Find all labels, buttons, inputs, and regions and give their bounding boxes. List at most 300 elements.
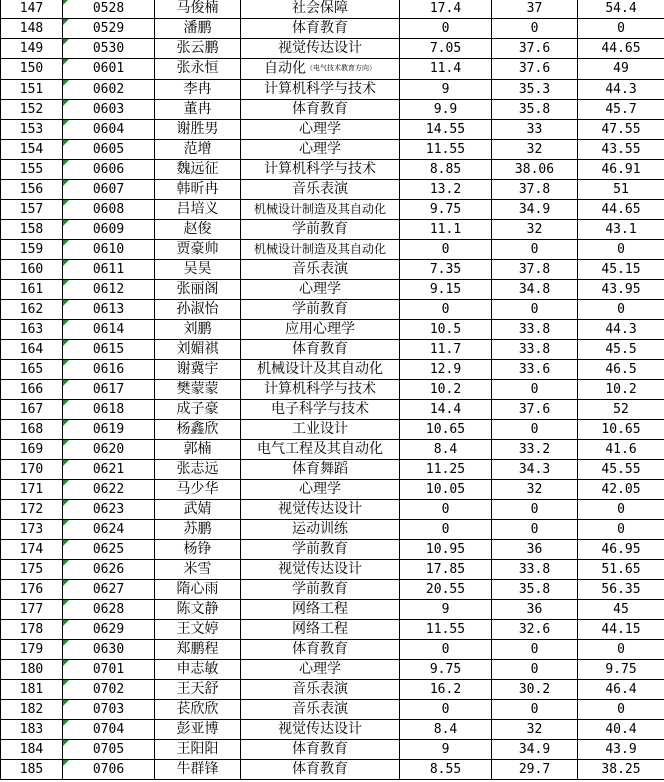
seq-cell[interactable]: 179 bbox=[1, 639, 63, 659]
seq-cell[interactable]: 181 bbox=[1, 679, 63, 699]
table-row bbox=[1, 319, 664, 339]
score-1-cell[interactable]: 7.05 bbox=[400, 39, 492, 59]
table-row bbox=[1, 499, 664, 519]
major-cell[interactable]: 体育教育 bbox=[241, 99, 400, 119]
seq-cell[interactable]: 164 bbox=[1, 339, 63, 359]
score-1-cell[interactable]: 10.5 bbox=[400, 319, 492, 339]
score-1-cell[interactable]: 0 bbox=[400, 299, 492, 319]
table-row bbox=[1, 599, 664, 619]
exam-number-cell[interactable]: 0613 bbox=[63, 299, 155, 319]
major-cell[interactable]: 心理学 bbox=[241, 279, 400, 299]
total-score-cell[interactable]: 43.95 bbox=[578, 279, 664, 299]
exam-number-cell[interactable]: 0622 bbox=[63, 479, 155, 499]
seq-cell[interactable]: 161 bbox=[1, 279, 63, 299]
seq-cell[interactable]: 153 bbox=[1, 119, 63, 139]
major-cell[interactable]: 应用心理学 bbox=[241, 319, 400, 339]
seq-cell[interactable]: 154 bbox=[1, 139, 63, 159]
total-score-cell[interactable]: 42.05 bbox=[578, 479, 664, 499]
total-score-cell[interactable]: 47.55 bbox=[578, 119, 664, 139]
exam-number-cell[interactable]: 0701 bbox=[63, 659, 155, 679]
student-name-cell[interactable]: 赵俊 bbox=[155, 219, 241, 239]
score-1-cell[interactable]: 12.9 bbox=[400, 359, 492, 379]
score-1-cell[interactable]: 9.15 bbox=[400, 279, 492, 299]
total-score-cell[interactable]: 9.75 bbox=[578, 659, 664, 679]
total-score-cell[interactable]: 0 bbox=[578, 519, 664, 539]
student-name-cell[interactable]: 张志远 bbox=[155, 459, 241, 479]
table-row bbox=[1, 659, 664, 679]
seq-cell[interactable]: 177 bbox=[1, 599, 63, 619]
score-2-cell[interactable]: 32 bbox=[492, 479, 578, 499]
seq-cell[interactable]: 150 bbox=[1, 59, 63, 80]
student-name-cell[interactable]: 刘媚祺 bbox=[155, 339, 241, 359]
score-1-cell[interactable]: 9 bbox=[400, 739, 492, 759]
table-row bbox=[1, 259, 664, 279]
major-cell[interactable]: 音乐表演 bbox=[241, 699, 400, 719]
table-row bbox=[1, 739, 664, 759]
exam-number-cell[interactable]: 0620 bbox=[63, 439, 155, 459]
major-cell[interactable]: 学前教育 bbox=[241, 539, 400, 559]
score-1-cell[interactable]: 0 bbox=[400, 239, 492, 259]
exam-number-cell[interactable]: 0623 bbox=[63, 499, 155, 519]
score-1-cell[interactable]: 0 bbox=[400, 519, 492, 539]
exam-number-cell[interactable]: 0528 bbox=[63, 0, 155, 19]
seq-cell[interactable]: 174 bbox=[1, 539, 63, 559]
total-score-cell[interactable]: 41.6 bbox=[578, 439, 664, 459]
seq-cell[interactable]: 155 bbox=[1, 159, 63, 179]
total-score-cell[interactable]: 54.4 bbox=[578, 0, 664, 19]
major-cell[interactable]: 自动化（电气技术教育方向） bbox=[241, 59, 400, 80]
exam-number-cell[interactable]: 0702 bbox=[63, 679, 155, 699]
score-1-cell[interactable]: 9.9 bbox=[400, 99, 492, 119]
total-score-cell[interactable]: 10.65 bbox=[578, 419, 664, 439]
student-name-cell[interactable]: 孙淑怡 bbox=[155, 299, 241, 319]
seq-cell[interactable]: 170 bbox=[1, 459, 63, 479]
student-name-cell[interactable]: 彭亚博 bbox=[155, 719, 241, 739]
score-2-cell[interactable]: 0 bbox=[492, 19, 578, 39]
total-score-cell[interactable]: 43.1 bbox=[578, 219, 664, 239]
major-cell[interactable]: 网络工程 bbox=[241, 599, 400, 619]
student-name-cell[interactable]: 王文婷 bbox=[155, 619, 241, 639]
score-2-cell[interactable]: 36 bbox=[492, 539, 578, 559]
student-name-cell[interactable]: 谢胜男 bbox=[155, 119, 241, 139]
score-2-cell[interactable]: 0 bbox=[492, 639, 578, 659]
total-score-cell[interactable]: 56.35 bbox=[578, 579, 664, 599]
total-score-cell[interactable]: 52 bbox=[578, 399, 664, 419]
student-name-cell[interactable]: 谢冀宇 bbox=[155, 359, 241, 379]
exam-number-cell[interactable]: 0618 bbox=[63, 399, 155, 419]
student-name-cell[interactable]: 郑鹏程 bbox=[155, 639, 241, 659]
exam-number-cell[interactable]: 0603 bbox=[63, 99, 155, 119]
student-name-cell[interactable]: 刘鹏 bbox=[155, 319, 241, 339]
score-2-cell[interactable]: 34.3 bbox=[492, 459, 578, 479]
score-2-cell[interactable]: 37 bbox=[492, 0, 578, 19]
student-name-cell[interactable]: 张云鹏 bbox=[155, 39, 241, 59]
exam-number-cell[interactable]: 0615 bbox=[63, 339, 155, 359]
table-row bbox=[1, 699, 664, 719]
student-name-cell[interactable]: 陈文静 bbox=[155, 599, 241, 619]
score-2-cell[interactable]: 32.6 bbox=[492, 619, 578, 639]
exam-number-cell[interactable]: 0705 bbox=[63, 739, 155, 759]
table-row bbox=[1, 419, 664, 439]
total-score-cell[interactable]: 44.65 bbox=[578, 39, 664, 59]
exam-number-cell[interactable]: 0630 bbox=[63, 639, 155, 659]
total-score-cell[interactable]: 46.95 bbox=[578, 539, 664, 559]
score-1-cell[interactable]: 0 bbox=[400, 639, 492, 659]
exam-number-cell[interactable]: 0704 bbox=[63, 719, 155, 739]
score-2-cell[interactable]: 35.3 bbox=[492, 79, 578, 99]
score-1-cell[interactable]: 11.4 bbox=[400, 59, 492, 80]
total-score-cell[interactable]: 0 bbox=[578, 239, 664, 259]
seq-cell[interactable]: 147 bbox=[1, 0, 63, 19]
score-2-cell[interactable]: 32 bbox=[492, 139, 578, 159]
score-1-cell[interactable]: 8.4 bbox=[400, 439, 492, 459]
score-1-cell[interactable]: 9.75 bbox=[400, 199, 492, 219]
table-row bbox=[1, 299, 664, 319]
seq-cell[interactable]: 162 bbox=[1, 299, 63, 319]
score-1-cell[interactable]: 20.55 bbox=[400, 579, 492, 599]
major-cell[interactable]: 计算机科学与技术 bbox=[241, 79, 400, 99]
score-2-cell[interactable]: 0 bbox=[492, 419, 578, 439]
exam-number-cell[interactable]: 0605 bbox=[63, 139, 155, 159]
score-2-cell[interactable]: 0 bbox=[492, 699, 578, 719]
seq-cell[interactable]: 148 bbox=[1, 19, 63, 39]
exam-number-cell[interactable]: 0621 bbox=[63, 459, 155, 479]
table-row bbox=[1, 219, 664, 239]
score-1-cell[interactable]: 0 bbox=[400, 499, 492, 519]
score-2-cell[interactable]: 0 bbox=[492, 499, 578, 519]
total-score-cell[interactable]: 0 bbox=[578, 699, 664, 719]
student-name-cell[interactable]: 成子豪 bbox=[155, 399, 241, 419]
exam-number-cell[interactable]: 0614 bbox=[63, 319, 155, 339]
exam-number-cell[interactable]: 0602 bbox=[63, 79, 155, 99]
major-cell[interactable]: 电子科学与技术 bbox=[241, 399, 400, 419]
student-name-cell[interactable]: 郭楠 bbox=[155, 439, 241, 459]
score-2-cell[interactable]: 37.6 bbox=[492, 59, 578, 80]
score-1-cell[interactable]: 11.1 bbox=[400, 219, 492, 239]
total-score-cell[interactable]: 0 bbox=[578, 639, 664, 659]
student-name-cell[interactable]: 樊蒙蒙 bbox=[155, 379, 241, 399]
student-name-cell[interactable]: 杨铮 bbox=[155, 539, 241, 559]
seq-cell[interactable]: 163 bbox=[1, 319, 63, 339]
score-1-cell[interactable]: 9.75 bbox=[400, 659, 492, 679]
score-2-cell[interactable]: 36 bbox=[492, 599, 578, 619]
student-name-cell[interactable]: 吕培义 bbox=[155, 199, 241, 219]
student-name-cell[interactable]: 李冉 bbox=[155, 79, 241, 99]
major-cell[interactable]: 运动训练 bbox=[241, 519, 400, 539]
score-2-cell[interactable]: 33.8 bbox=[492, 319, 578, 339]
exam-number-cell[interactable]: 0627 bbox=[63, 579, 155, 599]
student-name-cell[interactable]: 武婧 bbox=[155, 499, 241, 519]
exam-number-cell[interactable]: 0626 bbox=[63, 559, 155, 579]
exam-number-cell[interactable]: 0612 bbox=[63, 279, 155, 299]
score-2-cell[interactable]: 32 bbox=[492, 719, 578, 739]
major-cell[interactable]: 学前教育 bbox=[241, 219, 400, 239]
student-name-cell[interactable]: 潘鹏 bbox=[155, 19, 241, 39]
student-name-cell[interactable]: 张永恒 bbox=[155, 59, 241, 80]
table-row bbox=[1, 39, 664, 59]
student-name-cell[interactable]: 董冉 bbox=[155, 99, 241, 119]
total-score-cell[interactable]: 49 bbox=[578, 59, 664, 80]
seq-cell[interactable]: 184 bbox=[1, 739, 63, 759]
seq-cell[interactable]: 175 bbox=[1, 559, 63, 579]
table-row bbox=[1, 339, 664, 359]
score-1-cell[interactable]: 11.25 bbox=[400, 459, 492, 479]
seq-cell[interactable]: 168 bbox=[1, 419, 63, 439]
score-2-cell[interactable]: 0 bbox=[492, 239, 578, 259]
exam-number-cell[interactable]: 0607 bbox=[63, 179, 155, 199]
major-cell[interactable]: 体育教育 bbox=[241, 639, 400, 659]
major-cell[interactable]: 体育舞蹈 bbox=[241, 459, 400, 479]
score-2-cell[interactable]: 34.9 bbox=[492, 739, 578, 759]
score-2-cell[interactable]: 33.6 bbox=[492, 359, 578, 379]
exam-number-cell[interactable]: 0629 bbox=[63, 619, 155, 639]
score-1-cell[interactable]: 10.65 bbox=[400, 419, 492, 439]
seq-cell[interactable]: 173 bbox=[1, 519, 63, 539]
score-2-cell[interactable]: 32 bbox=[492, 219, 578, 239]
seq-cell[interactable]: 166 bbox=[1, 379, 63, 399]
exam-number-cell[interactable]: 0530 bbox=[63, 39, 155, 59]
score-2-cell[interactable]: 35.8 bbox=[492, 99, 578, 119]
student-name-cell[interactable]: 米雪 bbox=[155, 559, 241, 579]
total-score-cell[interactable]: 0 bbox=[578, 299, 664, 319]
score-2-cell[interactable]: 0 bbox=[492, 519, 578, 539]
major-cell[interactable]: 学前教育 bbox=[241, 579, 400, 599]
score-2-cell[interactable]: 37.8 bbox=[492, 179, 578, 199]
score-1-cell[interactable]: 10.2 bbox=[400, 379, 492, 399]
table-row bbox=[1, 199, 664, 219]
exam-number-cell[interactable]: 0625 bbox=[63, 539, 155, 559]
exam-number-cell[interactable]: 0703 bbox=[63, 699, 155, 719]
exam-number-cell[interactable]: 0616 bbox=[63, 359, 155, 379]
score-1-cell[interactable]: 14.55 bbox=[400, 119, 492, 139]
score-1-cell[interactable]: 11.55 bbox=[400, 619, 492, 639]
score-2-cell[interactable]: 0 bbox=[492, 379, 578, 399]
total-score-cell[interactable]: 46.5 bbox=[578, 359, 664, 379]
major-cell[interactable]: 机械设计及其自动化 bbox=[241, 359, 400, 379]
score-1-cell[interactable]: 13.2 bbox=[400, 179, 492, 199]
seq-cell[interactable]: 178 bbox=[1, 619, 63, 639]
score-1-cell[interactable]: 11.7 bbox=[400, 339, 492, 359]
table-row bbox=[1, 759, 664, 779]
score-1-cell[interactable]: 11.55 bbox=[400, 139, 492, 159]
score-1-cell[interactable]: 0 bbox=[400, 19, 492, 39]
seq-cell[interactable]: 180 bbox=[1, 659, 63, 679]
table-row bbox=[1, 59, 664, 80]
student-name-cell[interactable]: 吴昊 bbox=[155, 259, 241, 279]
seq-cell[interactable]: 152 bbox=[1, 99, 63, 119]
student-name-cell[interactable]: 马俊楠 bbox=[155, 0, 241, 19]
student-name-cell[interactable]: 王天舒 bbox=[155, 679, 241, 699]
exam-number-cell[interactable]: 0617 bbox=[63, 379, 155, 399]
exam-number-cell[interactable]: 0611 bbox=[63, 259, 155, 279]
student-name-cell[interactable]: 贾豪帅 bbox=[155, 239, 241, 259]
score-1-cell[interactable]: 8.55 bbox=[400, 759, 492, 779]
score-2-cell[interactable]: 38.06 bbox=[492, 159, 578, 179]
table-row bbox=[1, 119, 664, 139]
major-cell[interactable]: 工业设计 bbox=[241, 419, 400, 439]
major-cell[interactable]: 学前教育 bbox=[241, 299, 400, 319]
score-1-cell[interactable]: 9 bbox=[400, 599, 492, 619]
major-cell[interactable]: 体育教育 bbox=[241, 739, 400, 759]
major-cell[interactable]: 网络工程 bbox=[241, 619, 400, 639]
total-score-cell[interactable]: 44.3 bbox=[578, 319, 664, 339]
seq-cell[interactable]: 176 bbox=[1, 579, 63, 599]
score-1-cell[interactable]: 10.95 bbox=[400, 539, 492, 559]
total-score-cell[interactable]: 43.9 bbox=[578, 739, 664, 759]
major-cell[interactable]: 社会保障 bbox=[241, 0, 400, 19]
score-2-cell[interactable]: 33 bbox=[492, 119, 578, 139]
total-score-cell[interactable]: 38.25 bbox=[578, 759, 664, 779]
score-2-cell[interactable]: 33.8 bbox=[492, 559, 578, 579]
score-1-cell[interactable]: 7.35 bbox=[400, 259, 492, 279]
table-row bbox=[1, 19, 664, 39]
major-cell[interactable]: 机械设计制造及其自动化 bbox=[241, 199, 400, 219]
exam-number-cell[interactable]: 0608 bbox=[63, 199, 155, 219]
score-2-cell[interactable]: 34.9 bbox=[492, 199, 578, 219]
total-score-cell[interactable]: 45.15 bbox=[578, 259, 664, 279]
score-1-cell[interactable]: 8.85 bbox=[400, 159, 492, 179]
student-name-cell[interactable]: 牛群锋 bbox=[155, 759, 241, 779]
student-name-cell[interactable]: 范增 bbox=[155, 139, 241, 159]
exam-number-cell[interactable]: 0624 bbox=[63, 519, 155, 539]
major-cell[interactable]: 心理学 bbox=[241, 659, 400, 679]
score-1-cell[interactable]: 10.05 bbox=[400, 479, 492, 499]
score-2-cell[interactable]: 37.6 bbox=[492, 39, 578, 59]
student-name-cell[interactable]: 马少华 bbox=[155, 479, 241, 499]
exam-number-cell[interactable]: 0604 bbox=[63, 119, 155, 139]
seq-cell[interactable]: 158 bbox=[1, 219, 63, 239]
score-2-cell[interactable]: 34.8 bbox=[492, 279, 578, 299]
total-score-cell[interactable]: 45.55 bbox=[578, 459, 664, 479]
major-cell[interactable]: 音乐表演 bbox=[241, 679, 400, 699]
score-1-cell[interactable]: 9 bbox=[400, 79, 492, 99]
exam-number-cell[interactable]: 0606 bbox=[63, 159, 155, 179]
seq-cell[interactable]: 156 bbox=[1, 179, 63, 199]
score-1-cell[interactable]: 17.85 bbox=[400, 559, 492, 579]
table-row bbox=[1, 579, 664, 599]
major-cell[interactable]: 视觉传达设计 bbox=[241, 559, 400, 579]
seq-cell[interactable]: 165 bbox=[1, 359, 63, 379]
major-cell[interactable]: 音乐表演 bbox=[241, 179, 400, 199]
exam-number-cell[interactable]: 0601 bbox=[63, 59, 155, 80]
seq-cell[interactable]: 151 bbox=[1, 79, 63, 99]
table-body bbox=[1, 0, 664, 779]
major-cell[interactable]: 视觉传达设计 bbox=[241, 39, 400, 59]
table-row bbox=[1, 239, 664, 259]
exam-number-cell[interactable]: 0609 bbox=[63, 219, 155, 239]
major-cell[interactable]: 音乐表演 bbox=[241, 259, 400, 279]
exam-number-cell[interactable]: 0529 bbox=[63, 19, 155, 39]
total-score-cell[interactable]: 45.5 bbox=[578, 339, 664, 359]
table-row bbox=[1, 359, 664, 379]
score-2-cell[interactable]: 0 bbox=[492, 659, 578, 679]
score-1-cell[interactable]: 14.4 bbox=[400, 399, 492, 419]
seq-cell[interactable]: 167 bbox=[1, 399, 63, 419]
exam-number-cell[interactable]: 0619 bbox=[63, 419, 155, 439]
major-cell[interactable]: 视觉传达设计 bbox=[241, 499, 400, 519]
score-2-cell[interactable]: 33.2 bbox=[492, 439, 578, 459]
score-2-cell[interactable]: 37.6 bbox=[492, 399, 578, 419]
score-1-cell[interactable]: 17.4 bbox=[400, 0, 492, 19]
major-cell[interactable]: 心理学 bbox=[241, 119, 400, 139]
seq-cell[interactable]: 171 bbox=[1, 479, 63, 499]
table-row bbox=[1, 0, 664, 19]
major-note: （电气技术教育方向） bbox=[306, 64, 376, 72]
exam-number-cell[interactable]: 0610 bbox=[63, 239, 155, 259]
score-2-cell[interactable]: 30.2 bbox=[492, 679, 578, 699]
major-cell[interactable]: 计算机科学与技术 bbox=[241, 379, 400, 399]
score-1-cell[interactable]: 16.2 bbox=[400, 679, 492, 699]
total-score-cell[interactable]: 45 bbox=[578, 599, 664, 619]
seq-cell[interactable]: 169 bbox=[1, 439, 63, 459]
total-score-cell[interactable]: 40.4 bbox=[578, 719, 664, 739]
seq-cell[interactable]: 182 bbox=[1, 699, 63, 719]
total-score-cell[interactable]: 44.15 bbox=[578, 619, 664, 639]
score-2-cell[interactable]: 33.8 bbox=[492, 339, 578, 359]
student-name-cell[interactable]: 隋心雨 bbox=[155, 579, 241, 599]
student-name-cell[interactable]: 申志敏 bbox=[155, 659, 241, 679]
seq-cell[interactable]: 183 bbox=[1, 719, 63, 739]
total-score-cell[interactable]: 46.91 bbox=[578, 159, 664, 179]
student-name-cell[interactable]: 韩昕冉 bbox=[155, 179, 241, 199]
total-score-cell[interactable]: 0 bbox=[578, 499, 664, 519]
total-score-cell[interactable]: 51.65 bbox=[578, 559, 664, 579]
seq-cell[interactable]: 157 bbox=[1, 199, 63, 219]
table-row bbox=[1, 399, 664, 419]
total-score-cell[interactable]: 45.7 bbox=[578, 99, 664, 119]
total-score-cell[interactable]: 0 bbox=[578, 19, 664, 39]
table-row bbox=[1, 519, 664, 539]
total-score-cell[interactable]: 44.65 bbox=[578, 199, 664, 219]
total-score-cell[interactable]: 51 bbox=[578, 179, 664, 199]
student-name-cell[interactable]: 杨鑫欣 bbox=[155, 419, 241, 439]
seq-cell[interactable]: 159 bbox=[1, 239, 63, 259]
score-2-cell[interactable]: 29.7 bbox=[492, 759, 578, 779]
total-score-cell[interactable]: 46.4 bbox=[578, 679, 664, 699]
major-cell[interactable]: 体育教育 bbox=[241, 759, 400, 779]
score-2-cell[interactable]: 35.8 bbox=[492, 579, 578, 599]
seq-cell[interactable]: 160 bbox=[1, 259, 63, 279]
student-name-cell[interactable]: 苌欣欣 bbox=[155, 699, 241, 719]
seq-cell[interactable]: 185 bbox=[1, 759, 63, 779]
major-cell[interactable]: 心理学 bbox=[241, 479, 400, 499]
major-cell[interactable]: 计算机科学与技术 bbox=[241, 159, 400, 179]
student-name-cell[interactable]: 魏远征 bbox=[155, 159, 241, 179]
table-row bbox=[1, 639, 664, 659]
score-2-cell[interactable]: 37.8 bbox=[492, 259, 578, 279]
exam-number-cell[interactable]: 0628 bbox=[63, 599, 155, 619]
major-cell[interactable]: 电气工程及其自动化 bbox=[241, 439, 400, 459]
major-cell[interactable]: 心理学 bbox=[241, 139, 400, 159]
student-name-cell[interactable]: 苏鹏 bbox=[155, 519, 241, 539]
student-name-cell[interactable]: 王阳阳 bbox=[155, 739, 241, 759]
major-cell[interactable]: 机械设计制造及其自动化 bbox=[241, 239, 400, 259]
major-cell[interactable]: 体育教育 bbox=[241, 19, 400, 39]
score-1-cell[interactable]: 0 bbox=[400, 699, 492, 719]
seq-cell[interactable]: 172 bbox=[1, 499, 63, 519]
score-1-cell[interactable]: 8.4 bbox=[400, 719, 492, 739]
score-2-cell[interactable]: 0 bbox=[492, 299, 578, 319]
major-cell[interactable]: 体育教育 bbox=[241, 339, 400, 359]
total-score-cell[interactable]: 44.3 bbox=[578, 79, 664, 99]
seq-cell[interactable]: 149 bbox=[1, 39, 63, 59]
total-score-cell[interactable]: 43.55 bbox=[578, 139, 664, 159]
exam-number-cell[interactable]: 0706 bbox=[63, 759, 155, 779]
table-row bbox=[1, 559, 664, 579]
student-name-cell[interactable]: 张丽阁 bbox=[155, 279, 241, 299]
major-cell[interactable]: 视觉传达设计 bbox=[241, 719, 400, 739]
total-score-cell[interactable]: 10.2 bbox=[578, 379, 664, 399]
